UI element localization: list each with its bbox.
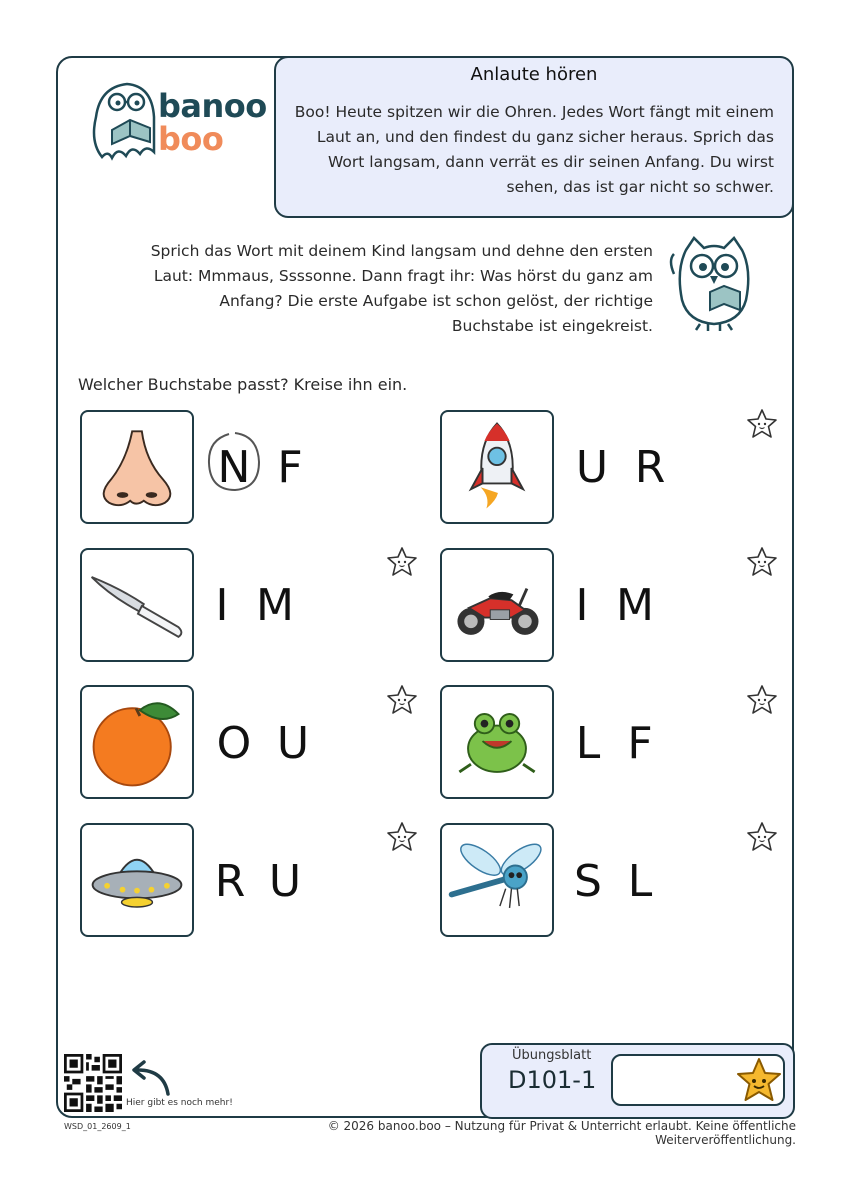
letter-option[interactable]: L (575, 718, 601, 769)
logo-word-banoo: banoo (158, 87, 267, 125)
picture-card-frog (440, 685, 554, 799)
picture-card-dragonfly (440, 823, 554, 937)
sheet-code: D101-1 (508, 1066, 597, 1094)
worksheet-title: Anlaute hören (470, 64, 598, 85)
intro-text: Boo! Heute spitzen wir die Ohren. Jedes Wort fängt mit einem Laut an, und den findest du ganz sicher heraus. Sprich das Wort langsam, dann verrät es dir seinen Anfang. Du wirst sehen, das ist gar nicht so schwer. (294, 103, 774, 196)
letter-option[interactable]: U (268, 856, 302, 907)
curved-arrow-icon (128, 1060, 174, 1098)
star-icon[interactable] (385, 683, 419, 717)
picture-card-orange (80, 685, 194, 799)
star-icon[interactable] (745, 545, 779, 579)
qr-code-icon[interactable] (64, 1054, 122, 1112)
ufo-icon (82, 825, 192, 935)
sheet-label: Übungsblatt (512, 1048, 592, 1063)
knife-icon (82, 550, 192, 660)
letter-option[interactable]: O (216, 718, 252, 769)
star-icon[interactable] (745, 683, 779, 717)
copyright-notice: © 2026 banoo.boo – Nutzung für Privat & Unterricht erlaubt. Keine öffentliche Weiterveröffentlichung. (327, 1119, 796, 1147)
star-icon[interactable] (745, 820, 779, 854)
owl-reading-icon (664, 230, 764, 334)
letter-option[interactable]: R (634, 442, 666, 493)
letter-option[interactable]: N (217, 442, 251, 493)
letter-option[interactable]: F (277, 442, 303, 493)
logo-word-boo: boo (158, 120, 224, 158)
rocket-icon (442, 412, 552, 522)
motorcycle-icon (442, 550, 552, 660)
letter-option[interactable]: U (575, 442, 609, 493)
letter-option[interactable]: R (214, 856, 246, 907)
task-instruction: Welcher Buchstabe passt? Kreise ihn ein. (78, 375, 408, 394)
qr-caption: Hier gibt es noch mehr! (126, 1098, 233, 1108)
nose-icon (82, 412, 192, 522)
frog-icon (442, 687, 552, 797)
letter-option[interactable]: U (276, 718, 310, 769)
letter-option[interactable]: M (256, 580, 294, 631)
picture-card-motorcycle (440, 548, 554, 662)
letter-option[interactable]: M (616, 580, 654, 631)
picture-card-knife (80, 548, 194, 662)
parent-instruction: Sprich das Wort mit deinem Kind langsam und dehne den ersten Laut: Mmmaus, Ssssonne. Dann fragt ihr: Was hörst du ganz am Anfang? Die erste Aufgabe ist schon gelöst, der richtige Buchstabe ist eingekreist. (150, 242, 653, 335)
document-code: WSD_01_2609_1 (64, 1122, 131, 1131)
dragonfly-icon (442, 825, 552, 935)
letter-option[interactable]: S (574, 856, 602, 907)
letter-option[interactable]: I (215, 580, 229, 631)
letter-option[interactable]: L (627, 856, 653, 907)
letter-option[interactable]: I (575, 580, 589, 631)
orange-icon (82, 687, 192, 797)
picture-card-rocket (440, 410, 554, 524)
star-icon[interactable] (385, 820, 419, 854)
letter-option[interactable]: F (627, 718, 653, 769)
star-face-icon (733, 1055, 785, 1107)
star-icon[interactable] (745, 407, 779, 441)
picture-card-nose (80, 410, 194, 524)
picture-card-ufo (80, 823, 194, 937)
star-icon[interactable] (385, 545, 419, 579)
